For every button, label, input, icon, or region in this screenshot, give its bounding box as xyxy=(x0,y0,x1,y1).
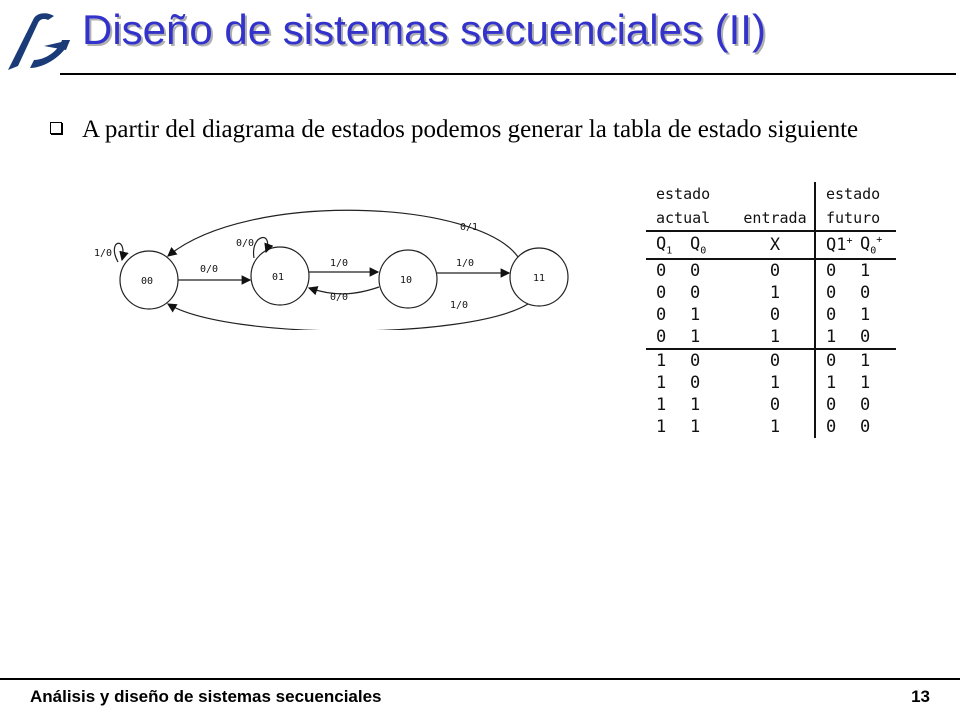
cell-q0: 0 xyxy=(690,373,701,393)
table-variable-row xyxy=(646,231,896,259)
cell-x: 1 xyxy=(769,417,781,437)
cell-x: 0 xyxy=(769,261,781,281)
state-diagram xyxy=(88,200,588,330)
cell-q1: 1 xyxy=(646,349,690,372)
cell-x: 0 xyxy=(769,305,781,325)
cell-q1-next: 0 xyxy=(815,282,860,304)
cell-x: 1 xyxy=(769,327,781,347)
cell-q0: 1 xyxy=(690,417,701,437)
header-entrada: entrada xyxy=(743,209,807,227)
cell-q1: 0 xyxy=(656,305,667,325)
cell-q1: 0 xyxy=(656,327,667,347)
table-row xyxy=(646,394,896,416)
cell-q1: 1 xyxy=(656,395,667,415)
bullet-text: A partir del diagrama de estados podemos generar la tabla de estado siguiente xyxy=(82,116,859,143)
table-row xyxy=(646,349,896,372)
header-estado-actual-2: actual xyxy=(656,209,711,227)
transition-label-00-self: 1/0 xyxy=(94,248,113,259)
transition-label-10-01: 0/0 xyxy=(330,292,349,303)
header-estado-actual-1: estado xyxy=(656,185,711,203)
cell-q0: 1 xyxy=(690,395,701,415)
transition-label-01-self: 0/0 xyxy=(236,238,255,249)
state-table xyxy=(646,182,896,438)
state-label-11: 11 xyxy=(533,273,546,284)
cell-q0-next: 0 xyxy=(860,283,871,303)
transition-11-00-top xyxy=(168,210,518,257)
header-estado-futuro-1: estado xyxy=(815,182,896,206)
cell-q0-next: 0 xyxy=(860,417,871,437)
table-row xyxy=(646,372,896,394)
table-row xyxy=(646,326,896,349)
bullet-square-icon xyxy=(50,122,62,134)
cell-q1-next: 0 xyxy=(815,349,860,372)
university-logo-icon xyxy=(4,10,76,74)
title-divider xyxy=(60,73,956,75)
transition-label-10-11: 1/0 xyxy=(456,258,475,269)
header-empty xyxy=(736,182,815,206)
cell-q0-next: 1 xyxy=(860,305,871,325)
cell-q0: 0 xyxy=(690,349,736,372)
var-q1-next: Q1+ xyxy=(815,231,860,259)
table-header-row-1 xyxy=(646,182,896,206)
slide-title: Diseño de sistemas secuenciales (II) xyxy=(82,6,766,53)
table-row xyxy=(646,259,896,282)
cell-q0: 1 xyxy=(690,327,701,347)
var-q1: $Q_1$ xyxy=(646,231,690,259)
cell-q1-next: 0 xyxy=(815,259,860,282)
cell-q1-next: 0 xyxy=(815,416,860,438)
cell-q1: 1 xyxy=(656,373,667,393)
cell-q0-next: 1 xyxy=(860,349,896,372)
table-row xyxy=(646,304,896,326)
cell-q1-next: 1 xyxy=(815,326,860,349)
cell-x: 1 xyxy=(769,283,781,303)
cell-x: 0 xyxy=(769,395,781,415)
state-table-container xyxy=(646,182,896,438)
cell-q1-next: 0 xyxy=(815,304,860,326)
cell-q0: 0 xyxy=(690,283,701,303)
footer-divider xyxy=(0,678,960,680)
page-number: 13 xyxy=(911,687,930,706)
cell-q1-next: 0 xyxy=(815,394,860,416)
transition-label-11-00-bottom: 1/0 xyxy=(450,300,469,311)
cell-q0-next: 0 xyxy=(860,327,871,347)
var-q0-next: $Q_0^+$ xyxy=(860,231,896,259)
state-label-00: 00 xyxy=(141,276,154,287)
cell-q1: 0 xyxy=(656,261,667,281)
transition-11-00-bottom xyxy=(168,304,528,330)
cell-q0: 0 xyxy=(690,261,701,281)
transition-00-self xyxy=(114,243,123,262)
footer-course-title: Análisis y diseño de sistemas secuenciales xyxy=(30,687,382,706)
cell-q1: 1 xyxy=(656,417,667,437)
table-header-row-2 xyxy=(646,206,896,231)
transition-label-00-01: 0/0 xyxy=(200,264,219,275)
cell-x: 1 xyxy=(769,373,781,393)
table-row xyxy=(646,282,896,304)
cell-q0-next: 1 xyxy=(860,261,871,281)
cell-x: 0 xyxy=(736,349,815,372)
transition-label-11-00-top: 0/1 xyxy=(460,222,479,233)
cell-q0-next: 0 xyxy=(860,395,871,415)
transition-label-01-10: 1/0 xyxy=(330,258,349,269)
cell-q0: 1 xyxy=(690,305,701,325)
cell-q1-next: 1 xyxy=(815,372,860,394)
state-label-10: 10 xyxy=(400,275,413,286)
table-row xyxy=(646,416,896,438)
state-label-01: 01 xyxy=(272,272,285,283)
header-estado-futuro-2: futuro xyxy=(815,206,896,231)
cell-q0-next: 1 xyxy=(860,373,871,393)
var-q0: $Q_0$ xyxy=(690,231,736,259)
cell-q1: 0 xyxy=(656,283,667,303)
var-x: X xyxy=(736,231,815,259)
